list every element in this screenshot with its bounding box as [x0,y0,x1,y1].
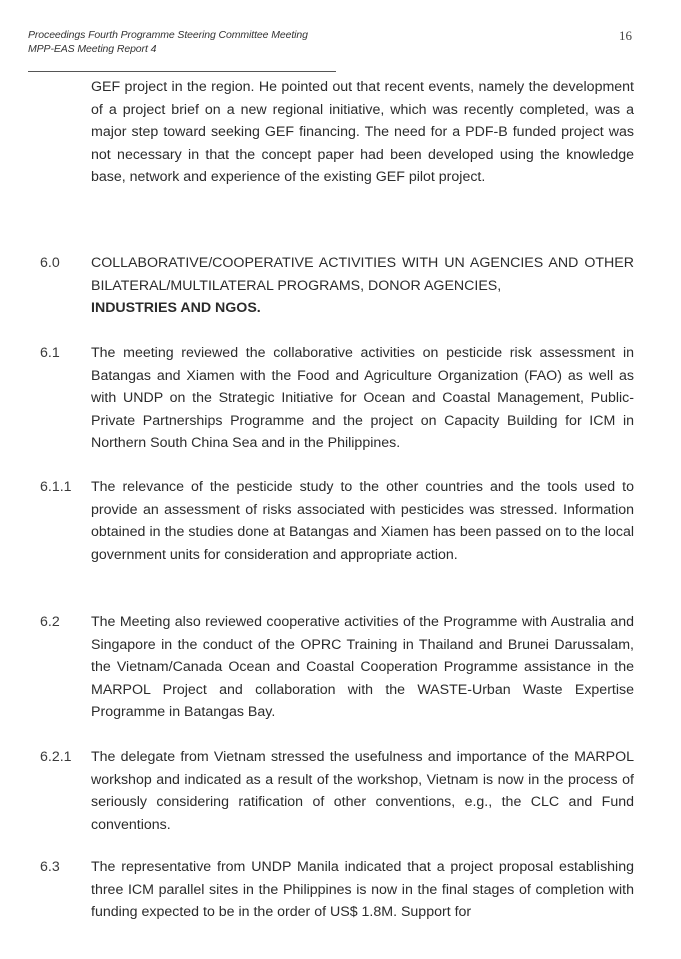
header-subtitle: MPP-EAS Meeting Report 4 [28,43,157,55]
section-heading-text-end: INDUSTRIES AND NGOS. [91,300,261,317]
paragraph-text: The meeting reviewed the collaborative activities on pesticide risk assessment in Batangas and Xiamen with the Food and Agriculture Organization (FAO) as well as with UNDP on the Strategic Initiative for Ocean and Coastal Management, Public-Private Partnerships Programme and the project on Capacity Building for ICM in Northern South China Sea and in the Philippines. [91,345,634,452]
page-number: 16 [619,28,632,43]
section-number: 6.0 [40,255,60,271]
header-divider [28,71,336,72]
paragraph-number: 6.3 [40,859,60,875]
paragraph-number: 6.1.1 [40,479,72,495]
paragraph-text: The Meeting also reviewed cooperative activities of the Programme with Australia and Singapore in the conduct of the OPRC Training in Thailand and Brunei Darussalam, the Vietnam/Canada Ocean and Coastal Cooperation Programme assistance in the MARPOL Project and collaboration with the WASTE-Urban Waste Expertise Programme in Batangas Bay. [91,614,634,721]
paragraph-number: 6.1 [40,345,60,361]
paragraph-text: The relevance of the pesticide study to the other countries and the tools used to provide an assessment of risks associated with pesticides was stressed. Information obtained in the studies done at Batangas and Xiamen has been passed on to the local government units for consideration and appropriate action. [91,479,634,563]
paragraph-text: The representative from UNDP Manila indicated that a project proposal establishing three ICM parallel sites in the Philippines is now in the final stages of completion with funding expected to be in the order of US$ 1.8M. Support for [91,859,634,921]
header-title: Proceedings Fourth Programme Steering Committee Meeting [28,29,308,41]
section-heading-text: COLLABORATIVE/COOPERATIVE ACTIVITIES WITH UN AGENCIES AND OTHER BILATERAL/MULTILATERAL PROGRAMS, DONOR AGENCIES, [91,255,634,294]
continuation-paragraph: GEF project in the region. He pointed out that recent events, namely the development of a project brief on a new regional initiative, which was recently completed, was a major step toward seeking GEF financing. The need for a PDF-B funded project was not necessary in that the concept paper had been developed using the knowledge base, network and experience of the existing GEF pilot project. [91,79,634,186]
paragraph-number: 6.2 [40,614,60,630]
paragraph-text: The delegate from Vietnam stressed the usefulness and importance of the MARPOL workshop and indicated as a result of the workshop, Vietnam is now in the process of seriously considering ratification of other conventions, e.g., the CLC and Fund conventions. [91,749,634,833]
paragraph-number: 6.2.1 [40,749,72,765]
running-header [28,28,308,56]
section-heading [91,252,634,320]
